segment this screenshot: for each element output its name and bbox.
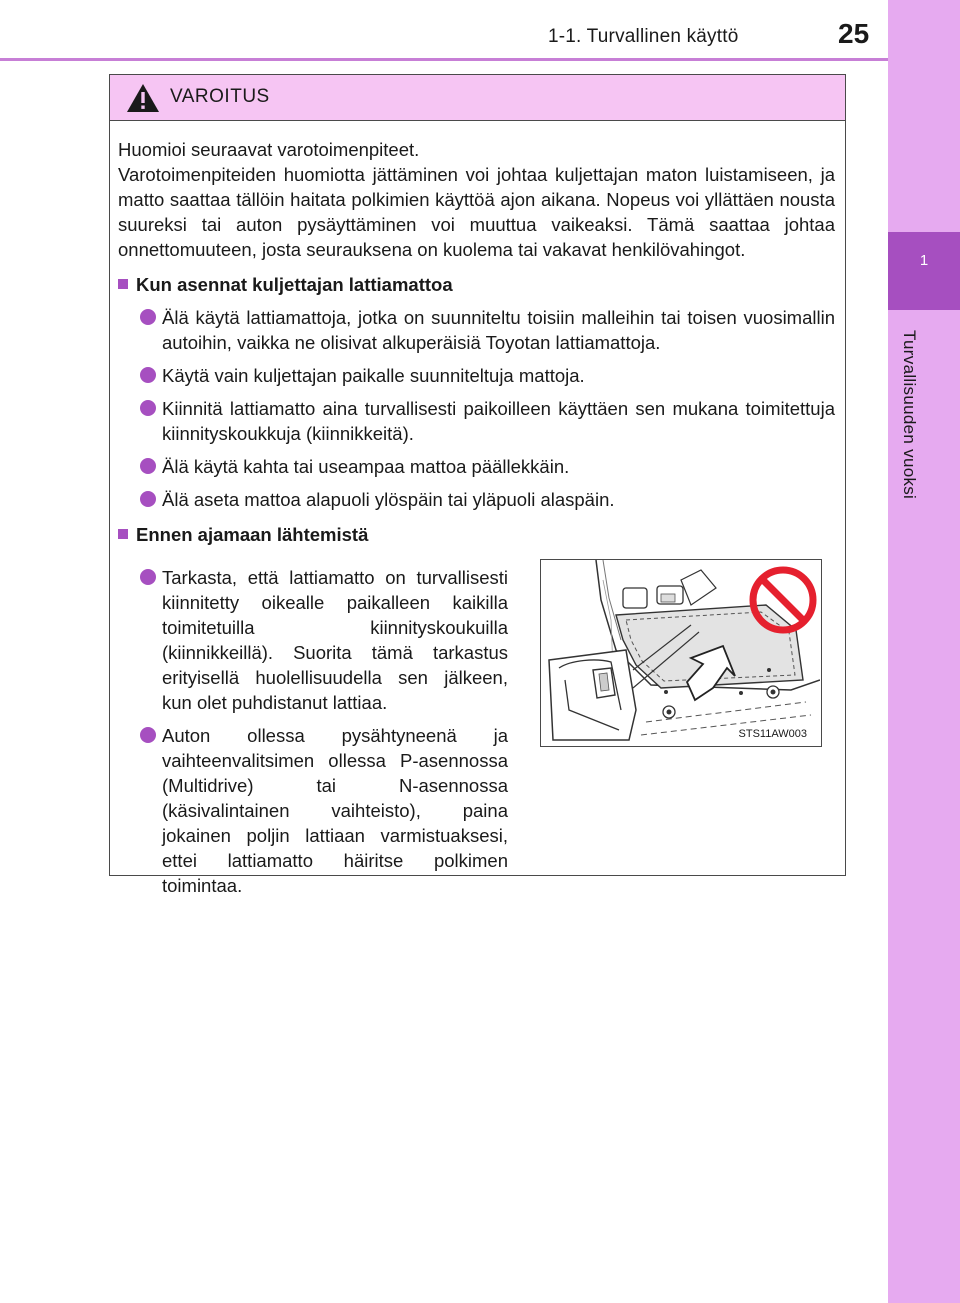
circle-bullet-icon xyxy=(140,367,156,383)
square-bullet-icon xyxy=(118,279,128,289)
warning-triangle-icon xyxy=(126,83,160,113)
list-item xyxy=(140,487,835,512)
list-item xyxy=(140,396,835,446)
list-item-text: Älä aseta mattoa alapuoli ylöspäin tai yläpuoli alaspäin. xyxy=(162,489,615,510)
list-item-text: Kiinnitä lattiamatto aina turvallisesti paikoilleen käyttäen sen mukana toimitettuja kiinnityskoukkuja (kiinnikkeitä). xyxy=(162,398,835,444)
warning-intro: Huomioi seuraavat varotoimenpiteet. xyxy=(118,139,420,160)
section-heading xyxy=(118,522,835,547)
warning-paragraph: Varotoimenpiteiden huomiotta jättäminen voi johtaa kuljettajan maton luistamiseen, ja matto saattaa tällöin haitata polkimien käyttöä ajon aikana. Nopeus voi yllättäen nousta suureksi tai auton pysäyttäminen voi muuttua vaikeaksi. Tämä saattaa johtaa onnettomuuteen, josta seurauksena on kuolema tai vakavat henkilövahingot. xyxy=(118,164,835,260)
warning-box xyxy=(109,74,846,896)
list-item xyxy=(140,565,508,715)
figure-code: STS11AW003 xyxy=(738,728,807,740)
chapter-side-tab xyxy=(888,0,960,1303)
page-number: 25 xyxy=(838,18,870,49)
warning-header xyxy=(110,75,845,121)
circle-bullet-icon xyxy=(140,491,156,507)
lower-list xyxy=(118,557,508,898)
section-heading-text: Ennen ajamaan lähtemistä xyxy=(136,524,369,545)
header-rule xyxy=(0,58,888,61)
list-item xyxy=(140,723,508,898)
section-heading xyxy=(118,272,835,297)
chapter-tab-band xyxy=(888,232,960,310)
list-item xyxy=(140,454,835,479)
warning-title: VAROITUS xyxy=(170,86,270,107)
list-item-text: Älä käytä kahta tai useampaa mattoa päällekkäin. xyxy=(162,456,570,477)
section-heading-text: Kun asennat kuljettajan lattiamattoa xyxy=(136,274,453,295)
list-item xyxy=(140,305,835,355)
list-item-text: Tarkasta, että lattiamatto on turvallisesti kiinnitetty oikealle paikalleen kaikilla toimitetuilla kiinnityskoukuilla (kiinnikkeillä). Suorita tämä tarkastus erityisellä huolellisuudella sen jälkeen, kun olet puhdistanut lattiaa. xyxy=(162,567,508,713)
floor-mat-drawing xyxy=(541,560,820,745)
square-bullet-icon xyxy=(118,529,128,539)
list-item-text: Käytä vain kuljettajan paikalle suunniteltuja mattoja. xyxy=(162,365,585,386)
circle-bullet-icon xyxy=(140,400,156,416)
section-title: 1-1. Turvallinen käyttö xyxy=(548,26,739,47)
chapter-number: 1 xyxy=(919,252,929,269)
circle-bullet-icon xyxy=(140,309,156,325)
circle-bullet-icon xyxy=(140,458,156,474)
circle-bullet-icon xyxy=(140,569,156,585)
circle-bullet-icon xyxy=(140,727,156,743)
list-item-text: Älä käytä lattiamattoja, jotka on suunniteltu toisiin malleihin tai toisen vuosimallin autoihin, vaikka ne olisivat alkuperäisiä Toyotan lattiamattoja. xyxy=(162,307,835,353)
list-item xyxy=(140,363,835,388)
list-item-text: Auton ollessa pysähtyneenä ja vaihteenvalitsimen ollessa P-asennossa (Multidrive) tai N-asennossa (käsivalintainen vaihteisto), paina jokainen poljin lattiaan varmistuaksesi, ettei lattiamatto häiritse polkimen toimintaa. xyxy=(162,725,508,896)
chapter-label: Turvallisuuden vuoksi xyxy=(900,330,919,500)
warning-content xyxy=(118,137,835,898)
floor-mat-illustration xyxy=(540,559,822,747)
